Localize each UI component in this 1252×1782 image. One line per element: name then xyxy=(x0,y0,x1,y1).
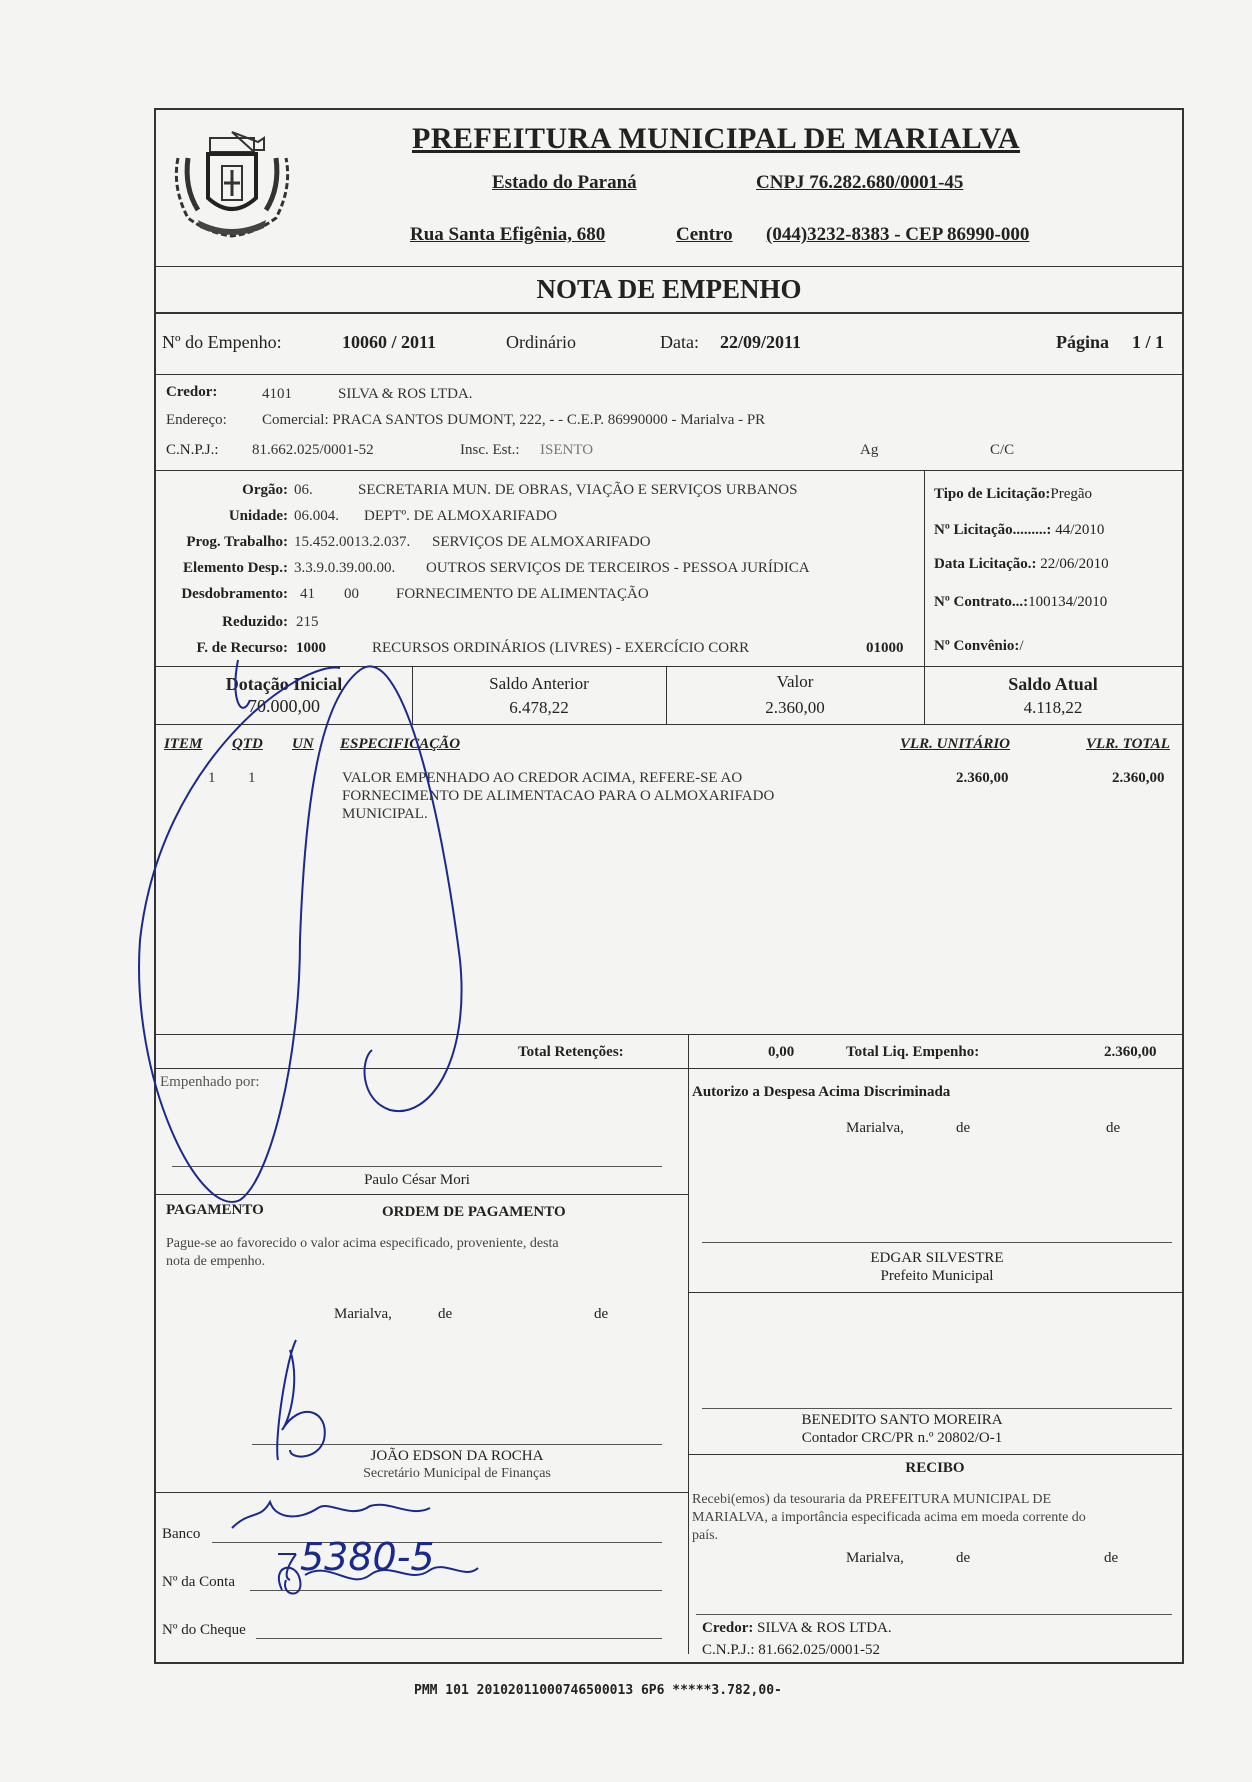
credor-name: SILVA & ROS LTDA. xyxy=(338,386,473,402)
credor-label: Credor: xyxy=(166,384,218,400)
licitacao-type: Tipo de Licitação:Pregão xyxy=(934,486,1093,502)
phone-cep-label: (044)3232-8383 - CEP 86990-000 xyxy=(766,224,1030,245)
page-value: 1 / 1 xyxy=(1132,332,1165,352)
desdobramento-sub: 00 xyxy=(344,586,359,602)
total-retencoes-value: 0,00 xyxy=(768,1044,795,1060)
col-vlr-unitario-header: VLR. UNITÁRIO xyxy=(900,736,1011,752)
total-liquido-value: 2.360,00 xyxy=(1104,1044,1157,1060)
credor-cnpj: 81.662.025/0001-52 xyxy=(252,442,374,458)
unidade-label: Unidade: xyxy=(228,508,288,524)
desdobramento-label: Desdobramento: xyxy=(181,586,288,602)
edgar-signature-name: EDGAR SILVESTRE xyxy=(870,1250,1004,1266)
orgao-desc: SECRETARIA MUN. DE OBRAS, VIAÇÃO E SERVIÇOS URBANOS xyxy=(358,482,798,498)
licitacao-number: Nº Licitação.........: 44/2010 xyxy=(934,522,1105,538)
date-value: 22/09/2011 xyxy=(720,332,802,352)
desdobramento-desc: FORNECIMENTO DE ALIMENTAÇÃO xyxy=(396,586,649,602)
marialva-date-recibo: Marialva, xyxy=(846,1550,904,1566)
date-de-left-1: de xyxy=(438,1306,453,1322)
state-label: Estado do Paraná xyxy=(492,172,637,193)
total-retencoes-label: Total Retenções: xyxy=(518,1044,624,1060)
desdobramento-code: 41 xyxy=(300,586,315,602)
cnpj-label: CNPJ 76.282.680/0001-45 xyxy=(756,172,964,193)
cheque-label: Nº do Cheque xyxy=(162,1622,246,1638)
item-number: 1 xyxy=(208,770,216,786)
marialva-date-right: Marialva, xyxy=(846,1120,904,1136)
empenho-number: 10060 / 2011 xyxy=(342,332,437,352)
col-especificacao-header: ESPECIFICAÇÃO xyxy=(340,736,461,752)
recurso-desc: RECURSOS ORDINÁRIOS (LIVRES) - EXERCÍCIO CORR xyxy=(372,640,750,656)
document-title: NOTA DE EMPENHO xyxy=(536,274,802,304)
col-qtd-header: QTD xyxy=(232,736,263,752)
recibo-text-1: Recebi(emos) da tesouraria da PREFEITURA MUNICIPAL DE xyxy=(692,1492,1052,1507)
contador-title: Contador CRC/PR n.º 20802/O-1 xyxy=(801,1430,1003,1446)
date-de-recibo-2: de xyxy=(1104,1550,1119,1566)
contract-number: Nº Contrato...:100134/2010 xyxy=(934,594,1108,610)
address-field-label: Endereço: xyxy=(166,412,227,428)
account-label: C/C xyxy=(990,442,1015,458)
autorizo-label: Autorizo a Despesa Acima Discriminada xyxy=(692,1084,951,1100)
item-spec-line2: FORNECIMENTO DE ALIMENTACAO PARA O ALMOXARIFADO xyxy=(342,788,775,804)
benedito-signature-name: BENEDITO SANTO MOREIRA xyxy=(801,1412,1003,1428)
valor-value: 2.360,00 xyxy=(765,698,825,717)
prog-trabalho-label: Prog. Trabalho: xyxy=(186,534,288,550)
pague-se-text-1: Pague-se ao favorecido o valor acima especificado, proveniente, desta xyxy=(166,1236,559,1251)
recibo-text-3: país. xyxy=(692,1528,719,1543)
recibo-cnpj: C.N.P.J.: 81.662.025/0001-52 xyxy=(702,1642,880,1658)
col-vlr-total-header: VLR. TOTAL xyxy=(1086,736,1170,752)
saldo-anterior-label: Saldo Anterior xyxy=(489,674,589,693)
recurso-label: F. de Recurso: xyxy=(196,640,288,656)
reduzido-label: Reduzido: xyxy=(222,614,288,630)
handwritten-conta: 5380-5 xyxy=(300,1535,435,1579)
licitacao-date: Data Licitação.: 22/06/2010 xyxy=(934,556,1109,572)
prog-trabalho-code: 15.452.0013.2.037. xyxy=(294,534,411,550)
district-label: Centro xyxy=(676,224,733,245)
marialva-date-left: Marialva, xyxy=(334,1306,392,1322)
pague-se-text-2: nota de empenho. xyxy=(166,1254,266,1269)
page-label: Página xyxy=(1056,332,1110,352)
elemento-label: Elemento Desp.: xyxy=(183,560,288,576)
prog-trabalho-desc: SERVIÇOS DE ALMOXARIFADO xyxy=(432,534,651,550)
agency-label: Ag xyxy=(860,442,879,458)
item-spec-line1: VALOR EMPENHADO AO CREDOR ACIMA, REFERE-SE AO xyxy=(342,770,743,786)
orgao-label: Orgão: xyxy=(242,482,288,498)
pagamento-label: PAGAMENTO xyxy=(166,1202,264,1218)
recurso-number: 01000 xyxy=(866,640,904,656)
ordem-pagamento-label: ORDEM DE PAGAMENTO xyxy=(382,1204,566,1220)
insc-est-value: ISENTO xyxy=(540,442,594,458)
credor-address: Comercial: PRACA SANTOS DUMONT, 222, - - C.E.P. 86990000 - Marialva - PR xyxy=(262,412,766,428)
item-qtd: 1 xyxy=(248,770,256,786)
saldo-atual-value: 4.118,22 xyxy=(1023,698,1083,717)
conta-label: Nº da Conta xyxy=(162,1574,235,1590)
unidade-desc: DEPTº. DE ALMOXARIFADO xyxy=(364,508,558,524)
date-de-right-2: de xyxy=(1106,1120,1121,1136)
recibo-text-2: MARIALVA, a importância especificada acima em moeda corrente do xyxy=(692,1510,1086,1525)
empenho-number-label: Nº do Empenho: xyxy=(162,332,282,352)
secretario-title: Secretário Municipal de Finanças xyxy=(363,1466,551,1481)
saldo-anterior-value: 6.478,22 xyxy=(509,698,569,717)
page-title: PREFEITURA MUNICIPAL DE MARIALVA xyxy=(412,122,1021,155)
col-un-header: UN xyxy=(292,736,314,752)
recurso-code: 1000 xyxy=(296,640,326,656)
paulo-signature-name: Paulo César Mori xyxy=(364,1172,470,1188)
total-liquido-label: Total Liq. Empenho: xyxy=(846,1044,980,1060)
dotacao-inicial-value: 70.000,00 xyxy=(248,696,320,716)
item-unit-value: 2.360,00 xyxy=(956,770,1009,786)
credor-cnpj-label: C.N.P.J.: xyxy=(166,442,219,458)
empenhado-por-label: Empenhado por: xyxy=(160,1074,260,1090)
saldo-atual-label: Saldo Atual xyxy=(1008,674,1098,694)
date-de-recibo-1: de xyxy=(956,1550,971,1566)
col-item-header: ITEM xyxy=(164,736,203,752)
unidade-code: 06.004. xyxy=(294,508,339,524)
item-total-value: 2.360,00 xyxy=(1112,770,1165,786)
insc-est-label: Insc. Est.: xyxy=(460,442,520,458)
date-de-left-2: de xyxy=(594,1306,609,1322)
elemento-code: 3.3.9.0.39.00.00. xyxy=(294,560,396,576)
valor-label: Valor xyxy=(776,672,814,691)
joao-signature-name: JOÃO EDSON DA ROCHA xyxy=(370,1448,544,1464)
dotacao-inicial-label: Dotação Inicial xyxy=(225,674,343,694)
reduzido-code: 215 xyxy=(296,614,319,630)
empenho-type: Ordinário xyxy=(506,332,576,352)
address-label: Rua Santa Efigênia, 680 xyxy=(410,224,606,245)
banco-label: Banco xyxy=(162,1526,201,1542)
recibo-credor: Credor: SILVA & ROS LTDA. xyxy=(702,1620,892,1636)
convenio-number: Nº Convênio:/ xyxy=(934,638,1024,654)
date-label: Data: xyxy=(660,332,699,352)
credor-code: 4101 xyxy=(262,386,292,402)
elemento-desc: OUTROS SERVIÇOS DE TERCEIROS - PESSOA JURÍDICA xyxy=(426,560,810,576)
date-de-right-1: de xyxy=(956,1120,971,1136)
footer-barcode-text: PMM 101 20102011000746500013 6P6 *****3.782,00- xyxy=(414,1683,782,1698)
prefeito-title: Prefeito Municipal xyxy=(880,1268,994,1284)
recibo-title: RECIBO xyxy=(905,1460,965,1476)
item-spec-line3: MUNICIPAL. xyxy=(342,806,428,822)
orgao-code: 06. xyxy=(294,482,313,498)
